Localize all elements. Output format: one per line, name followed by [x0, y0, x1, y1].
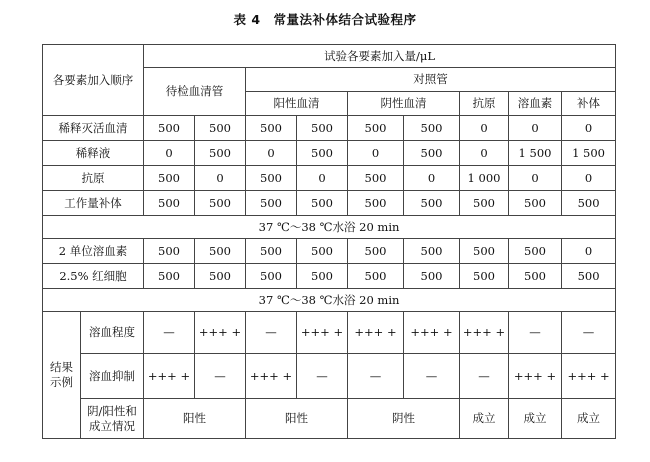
table-cell: +++ + [404, 312, 460, 354]
table-cell: 0 [460, 116, 509, 141]
test-serum-header: 待检血清管 [144, 68, 246, 116]
table-cell: 500 [195, 191, 246, 216]
table-cell: 500 [460, 264, 509, 289]
row-label: 2 单位溶血素 [43, 239, 144, 264]
table-cell: — [562, 312, 616, 354]
table-cell: 500 [246, 239, 297, 264]
table-cell: 500 [246, 166, 297, 191]
table-cell: 500 [195, 141, 246, 166]
row-label: 稀释液 [43, 141, 144, 166]
row-label: 溶血程度 [81, 312, 144, 354]
table-cell: 500 [348, 264, 404, 289]
table-cell: 0 [509, 166, 562, 191]
table-row [43, 166, 616, 191]
positive-serum-header: 阳性血清 [246, 92, 348, 116]
incubation-step: 37 ℃～38 ℃水浴 20 min [43, 216, 616, 239]
table-cell: 500 [404, 264, 460, 289]
incubation-step: 37 ℃～38 ℃水浴 20 min [43, 289, 616, 312]
table-cell: +++ + [509, 354, 562, 399]
table-cell: 0 [404, 166, 460, 191]
table-cell: 500 [297, 116, 348, 141]
table-cell: 阳性 [246, 399, 348, 439]
table-cell: 500 [562, 191, 616, 216]
control-header: 对照管 [246, 68, 616, 92]
table-cell: 1 500 [509, 141, 562, 166]
table-cell: +++ + [195, 312, 246, 354]
table-cell: — [144, 312, 195, 354]
table-cell: 500 [246, 191, 297, 216]
table-cell: 阳性 [144, 399, 246, 439]
table-row [43, 264, 616, 289]
table-cell: 0 [509, 116, 562, 141]
table-cell: — [348, 354, 404, 399]
table-cell: +++ + [297, 312, 348, 354]
table-cell: 500 [144, 166, 195, 191]
table-row [43, 116, 616, 141]
table-cell: 500 [460, 239, 509, 264]
table-cell: +++ + [348, 312, 404, 354]
row-label: 抗原 [43, 166, 144, 191]
table-cell: 1 500 [562, 141, 616, 166]
table-cell: — [195, 354, 246, 399]
amount-header: 试验各要素加入量/μL [144, 45, 616, 68]
table-cell: 500 [348, 191, 404, 216]
table-cell: 500 [562, 264, 616, 289]
table-cell: 500 [297, 191, 348, 216]
table-cell: 500 [509, 264, 562, 289]
row-label: 2.5% 红细胞 [43, 264, 144, 289]
complement-header: 补体 [562, 92, 616, 116]
table-cell: — [404, 354, 460, 399]
table-row [43, 399, 616, 439]
table-cell: 成立 [562, 399, 616, 439]
table-cell: 0 [348, 141, 404, 166]
table-cell: — [246, 312, 297, 354]
hemolysin-header: 溶血素 [509, 92, 562, 116]
negative-serum-header: 阴性血清 [348, 92, 460, 116]
row-label: 工作量补体 [43, 191, 144, 216]
table-cell: +++ + [246, 354, 297, 399]
table-cell: 0 [297, 166, 348, 191]
table-cell: 阴性 [348, 399, 460, 439]
order-header: 各要素加入顺序 [43, 45, 144, 116]
table-cell: 0 [195, 166, 246, 191]
table-cell: 500 [246, 264, 297, 289]
row-label: 稀释灭活血清 [43, 116, 144, 141]
table-cell: 1 000 [460, 166, 509, 191]
table-cell: 500 [509, 239, 562, 264]
table-cell: — [297, 354, 348, 399]
table-row [43, 312, 616, 354]
table-cell: 0 [246, 141, 297, 166]
table-cell: 500 [297, 264, 348, 289]
table-cell: 500 [195, 239, 246, 264]
table-cell: 成立 [509, 399, 562, 439]
table-cell: 500 [144, 191, 195, 216]
table-cell: 500 [404, 116, 460, 141]
table-row [43, 141, 616, 166]
table-cell: 0 [562, 239, 616, 264]
table-row [43, 239, 616, 264]
table-cell: 0 [144, 141, 195, 166]
table-cell: 500 [348, 116, 404, 141]
results-group-label: 结果示例 [43, 312, 81, 439]
table-cell: +++ + [144, 354, 195, 399]
table-cell: 成立 [460, 399, 509, 439]
table-row [43, 191, 616, 216]
table-cell: 500 [195, 116, 246, 141]
table-cell: 500 [509, 191, 562, 216]
table-cell: 500 [195, 264, 246, 289]
table-cell: 0 [562, 116, 616, 141]
table-cell: 0 [562, 166, 616, 191]
table-cell: 500 [404, 239, 460, 264]
table-cell: 500 [297, 239, 348, 264]
table-row [43, 354, 616, 399]
row-label: 溶血抑制 [81, 354, 144, 399]
table-cell: 500 [144, 239, 195, 264]
table-cell: 500 [404, 141, 460, 166]
table-title: 表 4 常量法补体结合试验程序 [233, 12, 417, 27]
table-cell: 500 [460, 191, 509, 216]
table-cell: 500 [404, 191, 460, 216]
table-cell: 500 [348, 239, 404, 264]
antigen-header: 抗原 [460, 92, 509, 116]
table-cell: +++ + [562, 354, 616, 399]
table-cell: — [460, 354, 509, 399]
table-cell: 0 [460, 141, 509, 166]
table-cell: 500 [246, 116, 297, 141]
table-cell: 500 [144, 264, 195, 289]
table-cell: — [509, 312, 562, 354]
procedure-table [42, 44, 616, 439]
row-label: 阴/阳性和成立情况 [81, 399, 144, 439]
table-cell: 500 [297, 141, 348, 166]
table-cell: 500 [144, 116, 195, 141]
table-cell: +++ + [460, 312, 509, 354]
table-cell: 500 [348, 166, 404, 191]
